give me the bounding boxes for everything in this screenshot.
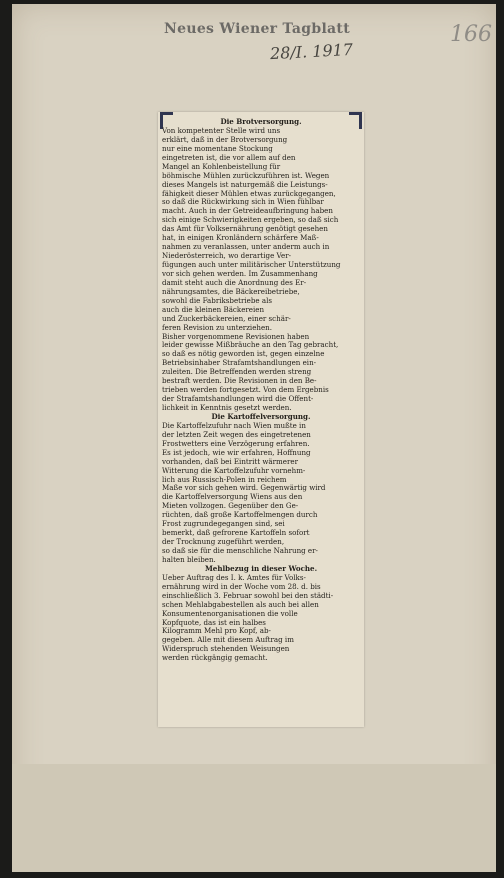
folio-number: 166 [450, 22, 492, 47]
article-line: trieben werden fortgesetzt. Von dem Ergebnis [162, 386, 329, 395]
article-line: Frostwetters eine Verzögerung erfahren. [162, 439, 310, 448]
article-line: Von kompetenter Stelle wird uns [162, 126, 281, 135]
article-heading: Die Kartoffelversorgung. [211, 411, 311, 421]
article-line: dieses Mangels ist naturgemäß die Leistungs- [162, 180, 328, 189]
sheet-lower-band [12, 764, 496, 872]
article-line: so daß die Rückwirkung sich in Wien fühlbar [162, 198, 324, 207]
article-line: das Amt für Volksernährung genötigt gesehen [162, 225, 328, 234]
article-line: Kopfquote, das ist ein halbes [162, 618, 266, 627]
article-line: der Trocknung zugeführt werden, [162, 538, 285, 547]
article-line: gegeben. Alle mit diesem Auftrag im [162, 636, 294, 645]
article-line: Konsumentenorganisationen die volle [162, 609, 298, 618]
article-line: der Strafamtshandlungen wird die Öffent- [162, 395, 314, 404]
article-line: nährungsamtes, die Bäckereibetriebe, [162, 287, 300, 296]
article-line: einschließlich 3. Februar sowohl bei den städti- [162, 591, 334, 600]
article-line: rüchten, daß große Kartoffelmengen durch [162, 511, 318, 520]
article-line: lich aus Russisch-Polen in reichem [162, 475, 287, 484]
article-line: eingetreten ist, die vor allem auf den [162, 153, 296, 162]
article-line: auch die kleinen Bäckereien [162, 305, 265, 314]
article-line: nahmen zu veranlassen, unter anderm auch in [162, 243, 330, 252]
article-line: die Kartoffelversorgung Wiens aus den [162, 493, 303, 502]
article-line: damit steht auch die Anordnung des Er- [162, 278, 307, 287]
article-line: sich einige Schwierigkeiten ergeben, so daß sich [162, 216, 339, 225]
article-line: macht. Auch in der Getreideaufbringung haben [162, 207, 333, 216]
article-line: Es ist jedoch, wie wir erfahren, Hoffnung [162, 448, 311, 457]
article-line: erklärt, daß in der Brotversorgung [162, 135, 288, 144]
article-line: fähigkeit dieser Mühlen etwas zurückgegangen, [162, 189, 336, 198]
article-line: bemerkt, daß gefrorene Kartoffeln sofort [162, 529, 310, 538]
article-line: vor sich gehen werden. Im Zusammenhang [162, 269, 318, 278]
article-line: feren Revision zu unterziehen. [162, 323, 272, 332]
article-line: nur eine momentane Stockung [162, 144, 273, 153]
article-heading: Mehlbezug in dieser Woche. [204, 563, 318, 573]
handwritten-date: 28/I. 1917 [269, 39, 354, 64]
article-line: sowohl die Fabriksbetriebe als [162, 296, 272, 305]
article-line: Maße vor sich gehen wird. Gegenwärtig wird [162, 484, 326, 493]
article-line: werden rückgängig gemacht. [162, 654, 268, 663]
article-line: Witterung die Kartoffelzufuhr vornehm- [162, 466, 306, 475]
article-line: ernährung wird in der Woche vom 28. d. bis [162, 582, 321, 591]
article-line: Ueber Auftrag des I. k. Amtes für Volks- [162, 573, 306, 582]
article-line: Die Kartoffelzufuhr nach Wien mußte in [162, 421, 306, 430]
article-line: zuleiten. Die Betreffenden werden streng [162, 368, 312, 377]
article-line: fügungen auch unter militärischer Unterstützung [162, 261, 341, 269]
article-line: Mieten vollzogen. Gegenüber den Ge- [162, 502, 299, 511]
article-line: so daß es nötig geworden ist, gegen einzelne [162, 350, 325, 359]
article-line: und Zuckerbäckereien, einer schär- [162, 314, 291, 323]
article-line: böhmische Mühlen zurückzuführen ist. Wegen [162, 171, 330, 180]
article-line: hat, in einigen Kronländern schärfere Maß- [162, 234, 319, 243]
newspaper-stamp: Neues Wiener Tagblatt [164, 21, 350, 37]
article-line: Bisher vorgenommene Revisionen haben [162, 332, 310, 341]
article-line: der letzten Zeit wegen des eingetretenen [162, 430, 311, 439]
article-line: bestraft werden. Die Revisionen in den Be- [162, 377, 317, 386]
article-line: Niederösterreich, wo derartige Ver- [162, 252, 291, 261]
article-line: schen Mehlabgabestellen als auch bei allen [162, 600, 319, 609]
article-line: Kilogramm Mehl pro Kopf, ab- [162, 627, 271, 636]
article-line: halten bleiben. [162, 555, 216, 564]
article-line: so daß sie für die menschliche Nahrung er- [162, 547, 318, 555]
article-text [162, 118, 360, 663]
article-line: leider gewisse Mißbräuche an den Tag gebracht, [162, 341, 339, 350]
article-line: Mangel an Kohlenbeistellung für [162, 162, 281, 171]
newspaper-clipping [158, 112, 364, 727]
article-line: Widerspruch stehenden Weisungen [162, 645, 290, 654]
article-line: Betriebsinhaber Strafamtshandlungen ein- [162, 359, 317, 368]
article-line: lichkeit in Kenntnis gesetzt werden. [162, 404, 292, 412]
article-line: vorhanden, daß bei Eintritt wärmerer [162, 457, 298, 466]
article-heading: Die Brotversorgung. [220, 117, 302, 126]
article-line: Frost zugrundegegangen sind, sei [162, 520, 285, 529]
